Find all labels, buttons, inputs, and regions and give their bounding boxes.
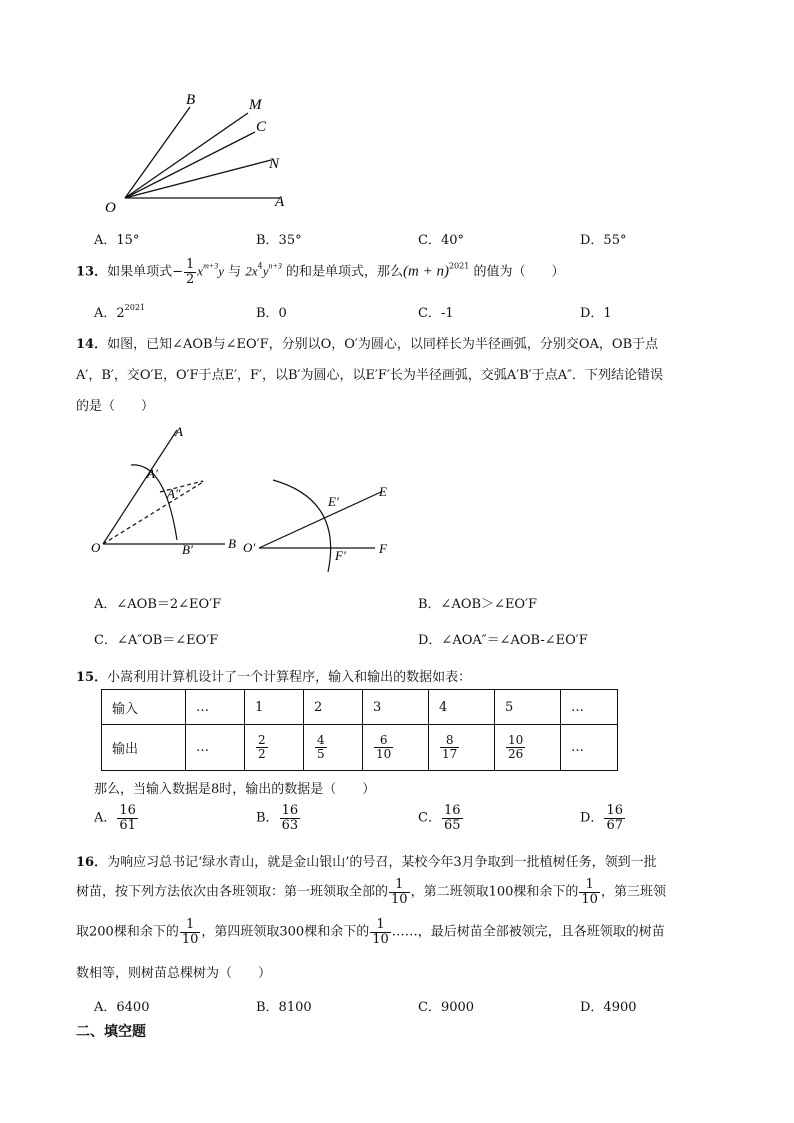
q13-exp-4: 2021	[448, 261, 470, 271]
label-b: B	[186, 92, 196, 108]
output-fraction	[315, 734, 327, 760]
label-e-prime: E′	[328, 494, 339, 509]
q13-text-2: 与	[224, 264, 246, 280]
q16-line-1-text: 为响应习总书记‘绿水青山，就是金山银山’的号召，某校今年3月争取到一批植树任务，领到一批	[107, 855, 657, 870]
frac-num: 2	[258, 733, 266, 748]
label-o-prime: O′	[243, 540, 256, 555]
q16-text: 取200棵和余下的	[76, 924, 179, 940]
label-b-prime: B′	[182, 542, 193, 557]
q15-question: 那么，当输入数据是8时，输出的数据是（ ）	[94, 782, 376, 797]
q14-stem-line-3: 的是（ ）	[76, 399, 155, 414]
q16-text: ，第三班领	[600, 884, 666, 900]
frac-den: 10	[391, 891, 408, 907]
q13-frac-den: 2	[186, 271, 195, 287]
label-a: A	[175, 424, 183, 439]
q14-stem-line-2: A′，B′，交O′E，O′F于点E′，F′，以B′为圆心，以E′F′长为半径画弧，交弧A′B′于点A″．下列结论错误	[76, 368, 663, 383]
q16-fraction	[180, 918, 201, 946]
label-n: N	[269, 156, 280, 172]
output-fraction	[256, 734, 268, 760]
q16-option-d[interactable]: D．4900	[580, 1000, 637, 1015]
q16-fraction	[389, 878, 410, 906]
q14-option-a[interactable]: A．∠AOB＝2∠EO′F	[94, 597, 222, 612]
q13-exp-3: n+3	[268, 261, 282, 271]
q13-text-3: 的和是单项式，那么	[281, 264, 404, 280]
frac-num: 4	[317, 733, 325, 748]
q13-exp-2: 4	[257, 261, 263, 271]
q13-frac-num: 1	[186, 257, 195, 272]
table-cell: …	[561, 725, 618, 771]
label-a-double-prime: A″	[167, 486, 181, 501]
frac-den: 10	[372, 931, 389, 947]
ray-oc	[125, 132, 255, 198]
frac-num: 6	[374, 734, 393, 748]
option-fraction	[604, 804, 625, 832]
label-o: O	[91, 540, 101, 555]
q15-text: 小嵩利用计算机设计了一个计算程序，输入和输出的数据如表：	[107, 670, 472, 685]
q16-option-c[interactable]: C．9000	[418, 1000, 475, 1015]
q16-line-2	[76, 878, 666, 906]
option-fraction	[442, 804, 463, 832]
table-cell: 5	[495, 690, 561, 725]
frac-num: 1	[389, 878, 410, 893]
q13-exp-1: m+3	[203, 261, 219, 271]
table-row-output	[102, 725, 618, 771]
q13-text-4: 的值为（ ）	[469, 264, 565, 280]
table-cell	[495, 725, 561, 771]
q15-number: 15．	[76, 670, 108, 685]
label-c: C	[256, 119, 267, 135]
q15-stem	[76, 666, 471, 685]
q13-minus: −	[172, 264, 184, 280]
ray-oe	[259, 492, 381, 548]
q13-option-a-label: A．2	[94, 306, 125, 321]
q13-var-y2: y	[262, 263, 269, 279]
q12-option-c[interactable]: C．40°	[418, 233, 464, 248]
frac-num: 16	[443, 803, 461, 818]
q13-number: 13．	[76, 264, 108, 280]
q16-line-4: 数相等，则树苗总棵树为（ ）	[76, 966, 272, 981]
q16-fraction	[579, 878, 600, 906]
option-fraction	[280, 804, 301, 832]
q16-text: ……，最后树苗全部被领完，且各班领取的树苗	[391, 924, 665, 940]
q13-text-1: 如果单项式	[107, 264, 173, 280]
q13-var-x: x	[197, 263, 204, 279]
q16-text: ，第四班领取300棵和余下的	[201, 924, 370, 940]
output-fraction	[506, 734, 525, 760]
table-cell	[429, 725, 495, 771]
q16-option-b[interactable]: B．8100	[256, 1000, 312, 1015]
q12-option-d[interactable]: D．55°	[580, 233, 627, 248]
output-fraction	[440, 734, 459, 760]
section-heading: 二、填空题	[76, 1024, 146, 1040]
q16-line-3	[76, 918, 665, 946]
frac-den: 5	[317, 747, 325, 761]
ray-om	[125, 113, 248, 198]
frac-den: 61	[119, 817, 136, 833]
q16-number: 16．	[76, 855, 108, 870]
frac-den: 10	[376, 747, 392, 761]
ray-ob	[125, 107, 190, 198]
q13-option-d[interactable]: D．1	[580, 306, 612, 321]
option-letter: B．	[256, 810, 279, 826]
table-cell: …	[186, 725, 245, 771]
table-cell: 1	[245, 690, 304, 725]
q16-text: ，第二班领取100棵和余下的	[410, 884, 579, 900]
frac-den: 2	[258, 747, 266, 761]
q14-number: 14．	[76, 337, 108, 352]
q15-option-d[interactable]	[580, 804, 626, 832]
table-cell	[304, 725, 363, 771]
table-cell: 输入	[102, 690, 186, 725]
q16-line-1	[76, 851, 657, 870]
q14-line-1-text: 如图，已知∠AOB与∠EO′F，分别以O，O′为圆心，以同样长为半径画弧，分别交OA，OB于点	[107, 337, 659, 352]
q16-text: 树苗，按下列方法依次由各班领取：第一班领取全部的	[76, 884, 389, 900]
frac-num: 16	[281, 803, 299, 818]
q13-m-plus-n: (m + n)	[403, 263, 449, 280]
io-table	[101, 689, 618, 771]
q13-fraction	[184, 258, 196, 286]
frac-den: 63	[281, 817, 299, 833]
table-cell: 输出	[102, 725, 186, 771]
frac-num: 1	[579, 878, 600, 893]
q14-stem-line-1	[76, 333, 658, 352]
table-cell: …	[561, 690, 618, 725]
frac-den: 10	[581, 891, 598, 907]
q13-stem	[76, 258, 564, 286]
label-a-prime: A′	[147, 466, 158, 481]
table-cell: …	[186, 690, 245, 725]
frac-num: 16	[606, 803, 623, 818]
label-a: A	[275, 194, 285, 210]
label-o: O	[105, 200, 116, 216]
table-row-input	[102, 690, 618, 725]
frac-num: 8	[440, 734, 459, 748]
ray-oa	[103, 430, 177, 544]
option-letter: D．	[580, 810, 604, 826]
q13-term-2: 2x	[245, 263, 258, 279]
frac-num: 16	[119, 803, 136, 818]
arc-e-f	[273, 480, 331, 572]
option-fraction	[117, 804, 138, 832]
ray-on	[125, 160, 271, 198]
table-cell: 4	[429, 690, 495, 725]
label-b: B	[228, 536, 236, 551]
q14-option-b[interactable]: B．∠AOB＞∠EO′F	[418, 597, 538, 612]
q15-option-a[interactable]	[94, 804, 139, 832]
frac-num: 1	[180, 918, 201, 933]
label-m: M	[249, 97, 262, 113]
frac-den: 67	[606, 817, 623, 833]
q13-var-y: y	[218, 263, 225, 279]
q14-option-d[interactable]: D．∠AOA″＝∠AOB-∠EO′F	[418, 633, 588, 648]
q16-option-a[interactable]: A．6400	[94, 1000, 150, 1015]
q12-option-b[interactable]: B．35°	[256, 233, 302, 248]
table-cell: 3	[363, 690, 429, 725]
angle-figure-12	[95, 85, 300, 220]
table-cell	[245, 725, 304, 771]
output-fraction	[374, 734, 393, 760]
q13-option-a-exp: 2021	[124, 303, 146, 312]
label-e: E	[379, 484, 387, 499]
q14-option-c[interactable]: C．∠A″OB＝∠EO′F	[94, 633, 219, 648]
label-f: F	[379, 541, 387, 556]
label-f-prime: F′	[335, 548, 346, 563]
table-cell	[363, 725, 429, 771]
option-letter: C．	[418, 810, 441, 826]
frac-den: 65	[443, 817, 461, 833]
construction-figure-14	[85, 420, 405, 580]
frac-den: 17	[442, 747, 458, 761]
q15-option-b[interactable]	[256, 804, 301, 832]
option-letter: A．	[94, 810, 117, 826]
q12-option-a[interactable]: A．15°	[94, 233, 140, 248]
frac-den: 10	[181, 931, 199, 947]
frac-num: 10	[508, 733, 524, 748]
frac-den: 26	[508, 747, 524, 761]
q13-option-c[interactable]: C．-1	[418, 306, 454, 321]
q15-option-c[interactable]	[418, 804, 464, 832]
q13-option-a[interactable]	[94, 302, 145, 321]
q13-option-b[interactable]: B．0	[256, 306, 287, 321]
table-cell: 2	[304, 690, 363, 725]
q16-fraction	[370, 918, 391, 946]
ray-oa-double-prime	[103, 482, 203, 544]
frac-num: 1	[370, 918, 391, 933]
